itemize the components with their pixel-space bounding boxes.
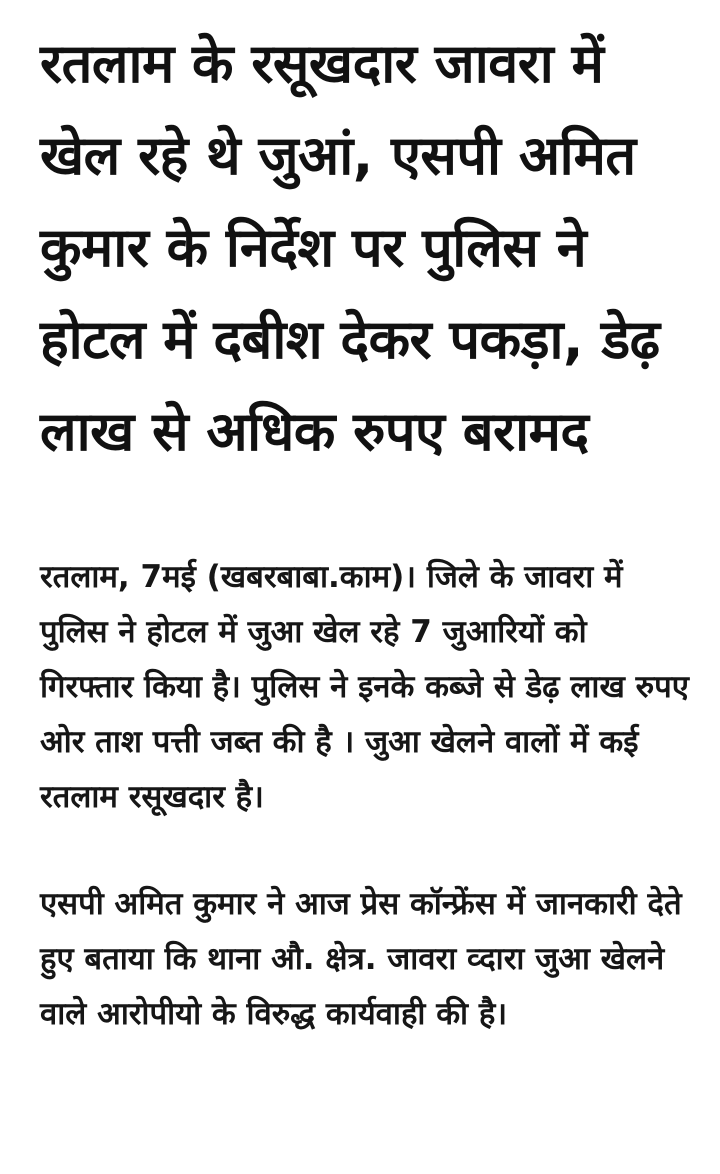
news-article bbox=[40, 0, 690, 1042]
article-headline: रतलाम के रसूखदार जावरा में खेल रहे थे जुआं, एसपी अमित कुमार के निर्देश पर पुलिस ने होटल में दबीश देकर पकड़ा, डेढ़ लाख से अधिक रुपए बरामद bbox=[40, 32, 660, 463]
article-paragraph-1: रतलाम, 7मई (खबरबाबा.काम)। जिले के जावरा में पुलिस ने होटल में जुआ खेल रहे 7 जुआरियों को गिरफ्तार किया है। पुलिस ने इनके कब्जे से डेढ़ लाख रुपए ओर ताश पत्ती जब्त की है । जुआ खेलने वालों में कई रतलाम रसूखदार है। bbox=[40, 559, 689, 815]
article-paragraph-2: एसपी अमित कुमार ने आज प्रेस कॉन्फ्रेंस में जानकारी देते हुए बताया कि थाना औ. क्षेत्र. जावरा व्दारा जुआ खेलने वाले आरोपीयो के विरुद्ध कार्यवाही की है। bbox=[40, 886, 682, 1032]
